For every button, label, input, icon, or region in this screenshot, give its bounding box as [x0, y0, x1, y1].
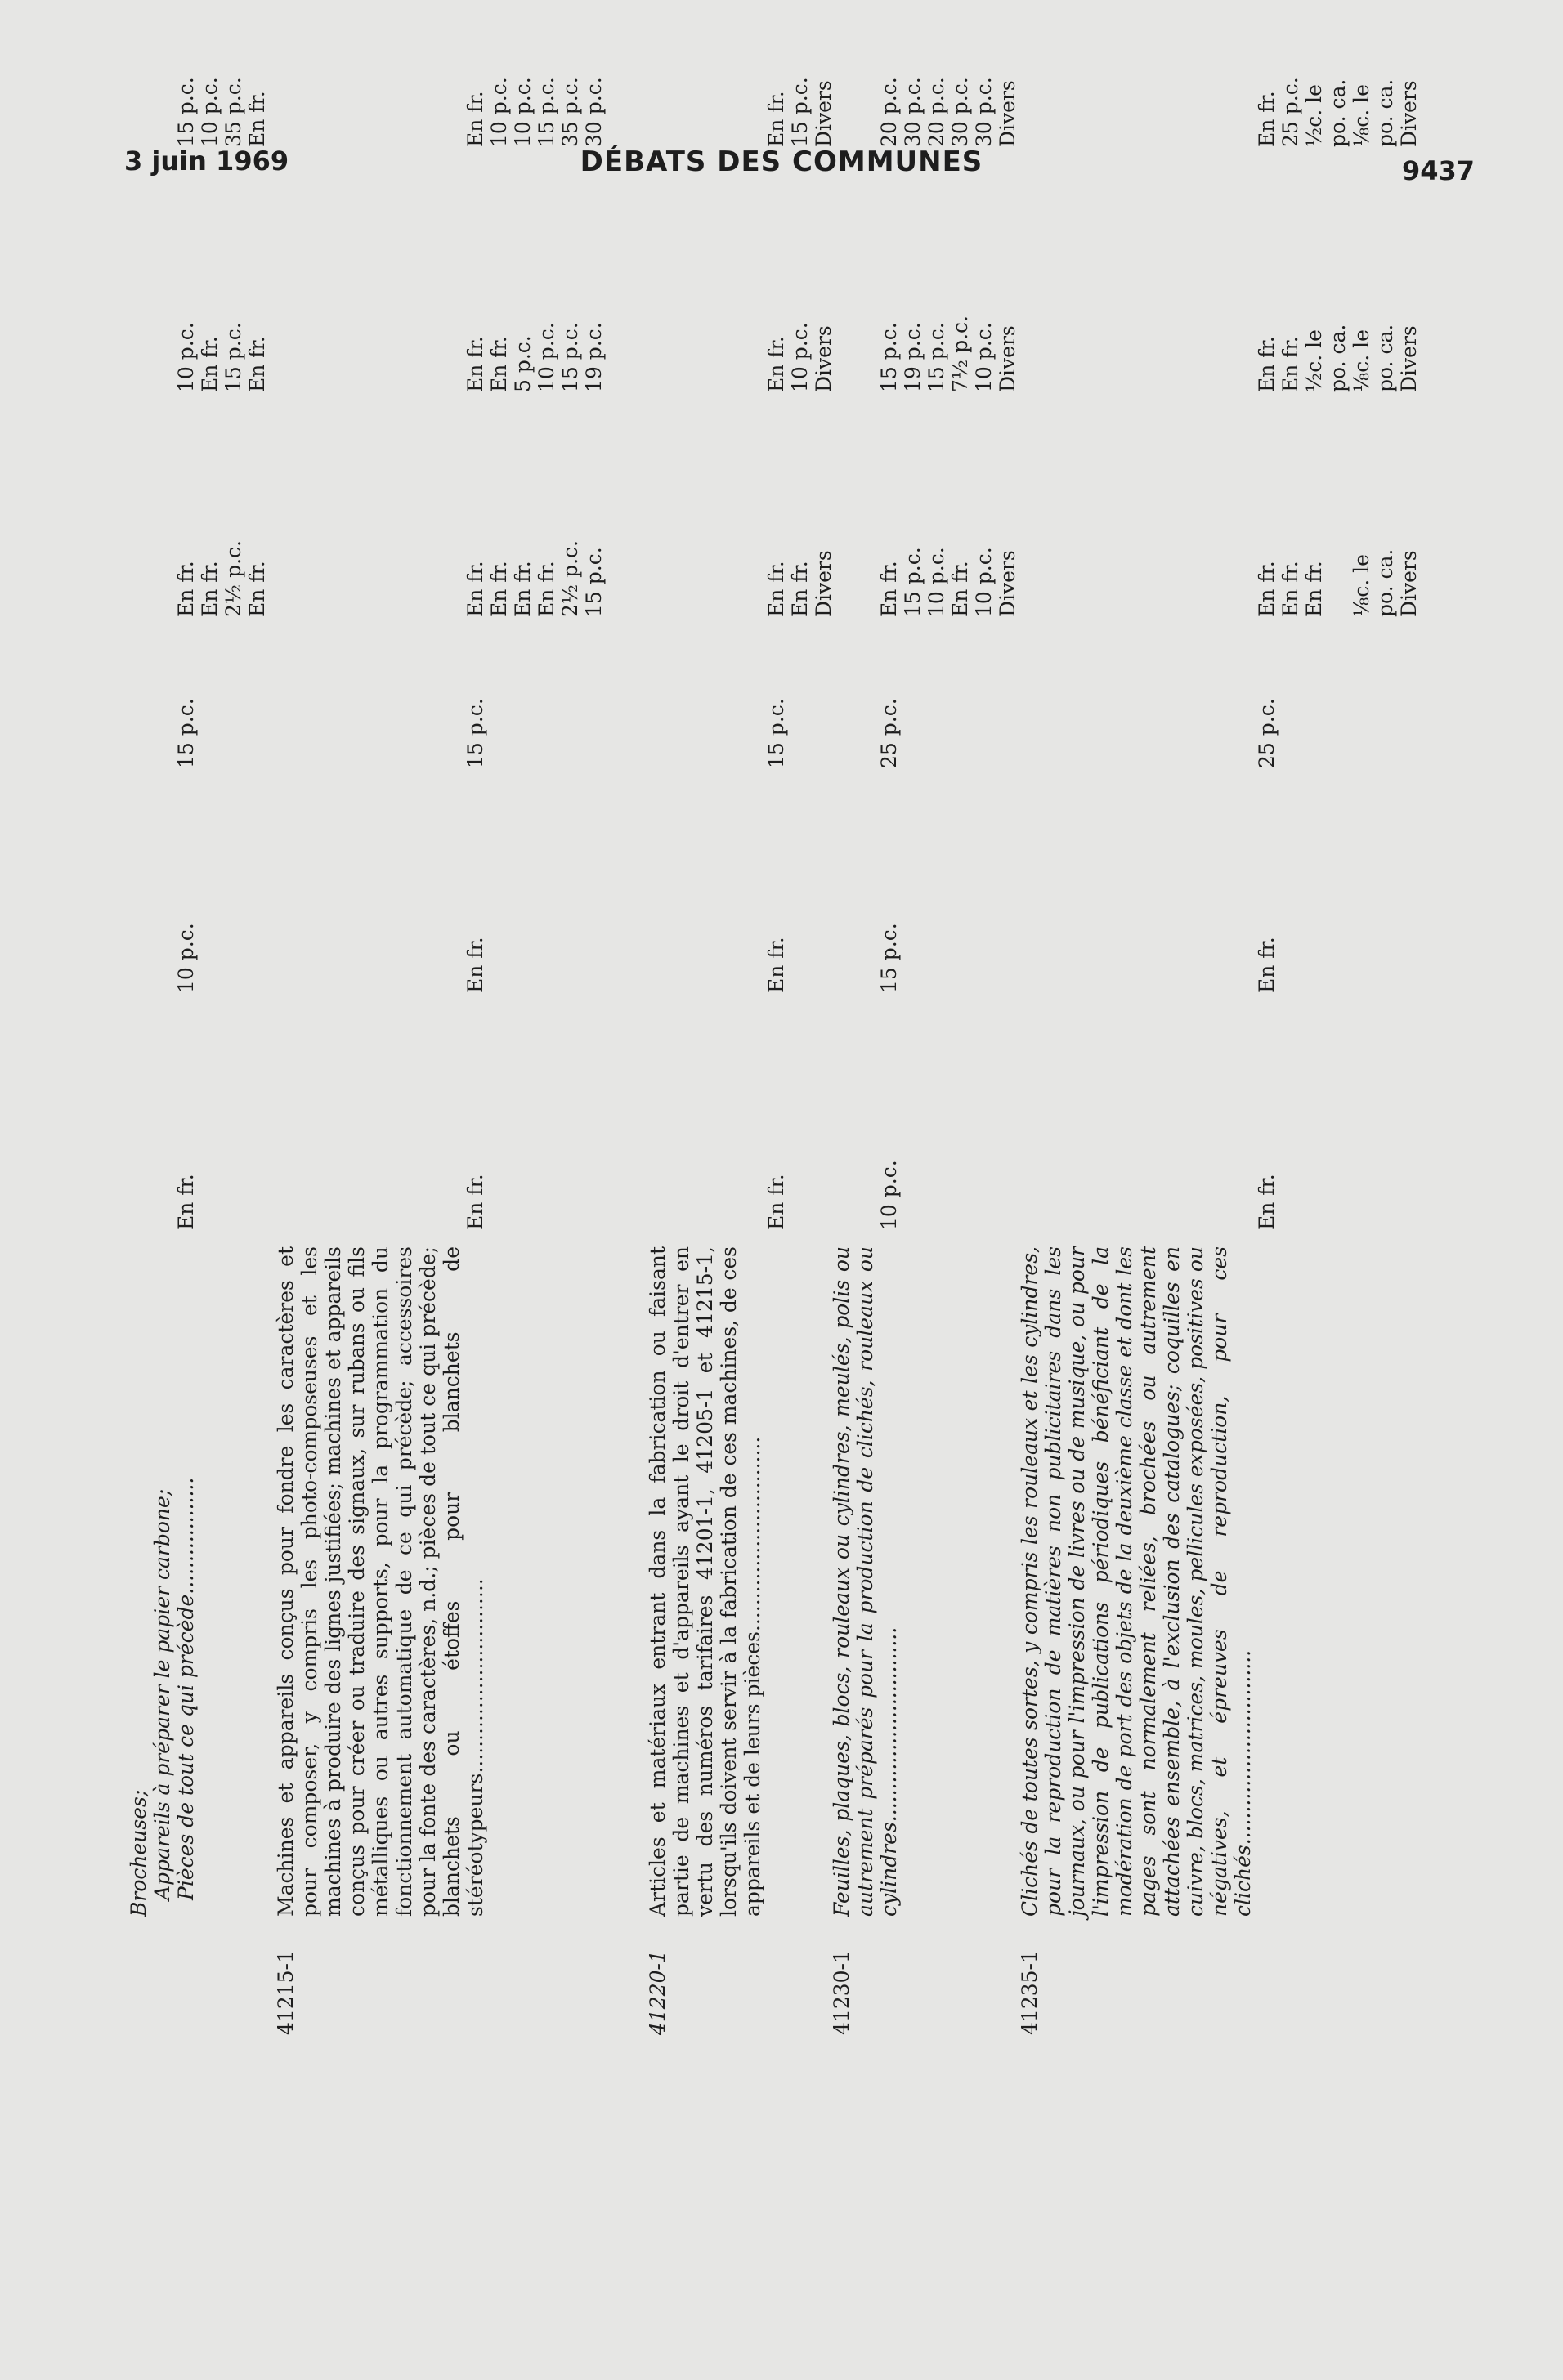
rate: Divers	[1397, 80, 1421, 147]
rate-col-6	[1255, 77, 1421, 147]
rate-col-4	[174, 540, 269, 617]
desc-line: Pièces de tout ce qui précède..................	[174, 1477, 198, 1900]
tariff-table	[127, 33, 1421, 2035]
rate: 15 p.c.	[582, 547, 606, 617]
rate: 15 p.c.	[788, 77, 812, 147]
rate-col-4	[1255, 549, 1421, 617]
rate-col-4	[464, 540, 606, 617]
rate-col-1: 10 p.c.	[877, 1160, 901, 1230]
rate: ½c. le	[1302, 84, 1326, 147]
rate-col-2: 15 p.c.	[877, 923, 901, 993]
rate-col-5	[877, 315, 1019, 392]
rate: 10 p.c.	[511, 77, 535, 147]
rate: po. ca.	[1326, 78, 1350, 147]
rate: 25 p.c.	[1279, 77, 1302, 147]
rate	[1326, 549, 1350, 617]
rate: En fr.	[764, 91, 788, 147]
rate-col-6	[464, 77, 606, 147]
rate: 2½ p.c.	[222, 540, 245, 617]
item-description: Feuilles, plaques, blocs, rouleaux ou cylindres, meulés, polis ou autrement préparés pour la production de clichés, rouleaux ou cylindres..............................	[830, 1246, 901, 1917]
page-date: 3 juin 1969	[124, 145, 289, 177]
page-number: 9437	[1401, 155, 1475, 186]
rate: 2½ p.c.	[558, 540, 582, 617]
item-description	[127, 1246, 198, 1917]
rate: ⅛c. le	[1350, 84, 1373, 147]
rate: En fr.	[1302, 561, 1326, 617]
rate: En fr.	[511, 561, 535, 617]
rate-col-2: 10 p.c.	[174, 923, 198, 993]
rate: En fr.	[245, 561, 269, 617]
rate: 15 p.c.	[558, 322, 582, 392]
rate-col-1: En fr.	[1255, 1174, 1279, 1230]
rate-col-1: En fr.	[764, 1174, 788, 1230]
rate-col-3: 15 p.c.	[464, 698, 487, 768]
rate: 10 p.c.	[972, 547, 996, 617]
rate: Divers	[1397, 550, 1421, 617]
rate: 10 p.c.	[788, 322, 812, 392]
rate: 35 p.c.	[558, 77, 582, 147]
rate: 5 p.c.	[511, 335, 535, 392]
rate: Divers	[812, 325, 835, 392]
rate: po. ca.	[1373, 548, 1397, 617]
rate: En fr.	[245, 336, 269, 392]
rate-col-2: En fr.	[464, 937, 487, 993]
rate-col-5	[174, 322, 269, 392]
rate: po. ca.	[1326, 324, 1350, 392]
rate-col-1: En fr.	[174, 1174, 198, 1230]
rate: 15 p.c.	[535, 77, 558, 147]
rate-col-6	[174, 77, 269, 147]
rate-col-3: 15 p.c.	[764, 698, 788, 768]
rate: ½c. le	[1302, 329, 1326, 392]
rate: 15 p.c.	[174, 77, 198, 147]
page-title: DÉBATS DES COMMUNES	[580, 145, 983, 178]
rate: En fr.	[198, 561, 222, 617]
rate: 7½ p.c.	[948, 315, 972, 392]
rate: En fr.	[764, 561, 788, 617]
desc-line: Brocheuses;	[127, 1789, 150, 1917]
rate: 15 p.c.	[901, 547, 925, 617]
rate: Divers	[1397, 325, 1421, 392]
rate: Divers	[996, 550, 1019, 617]
rate: 10 p.c.	[198, 77, 222, 147]
rate: 10 p.c.	[925, 547, 948, 617]
tariff-code: 41230-1	[830, 1950, 853, 2035]
rate: En fr.	[487, 336, 511, 392]
rate-col-5	[1255, 324, 1421, 392]
rate: 10 p.c.	[487, 77, 511, 147]
rate: En fr.	[1279, 336, 1302, 392]
rate: Divers	[812, 550, 835, 617]
rate: En fr.	[1255, 91, 1279, 147]
rate: ⅛c. le	[1350, 329, 1373, 392]
rate-col-2: En fr.	[1255, 937, 1279, 993]
rate: En fr.	[487, 561, 511, 617]
rate: 30 p.c.	[948, 77, 972, 147]
rate-col-3: 25 p.c.	[877, 698, 901, 768]
desc-line: Appareils à préparer le papier carbone;	[150, 1488, 174, 1900]
rate: 20 p.c.	[925, 77, 948, 147]
rate: En fr.	[174, 561, 198, 617]
item-description: Articles et matériaux entrant dans la fabrication ou faisant partie de machines et d'appareils ayant le droit d'entrer en vertu des numéros tarifaires 41201-1, 41205-1 et 41215-1, lorsqu'ils doivent servir à la fabrication de ces machines, de ces appareils et de leurs pièces..............................	[646, 1246, 764, 1917]
rate-col-2: En fr.	[764, 937, 788, 993]
rate: En fr.	[948, 561, 972, 617]
tariff-code: 41215-1	[274, 1950, 298, 2035]
rate: 10 p.c.	[972, 322, 996, 392]
rate-col-3: 15 p.c.	[174, 698, 198, 768]
rate: ⅛c. le	[1350, 554, 1373, 617]
rate: po. ca.	[1373, 324, 1397, 392]
rate: 30 p.c.	[901, 77, 925, 147]
rate: En fr.	[1279, 561, 1302, 617]
rate: 19 p.c.	[582, 322, 606, 392]
rate: En fr.	[877, 561, 901, 617]
rate: Divers	[812, 80, 835, 147]
rate: En fr.	[1255, 561, 1279, 617]
rate: En fr.	[245, 91, 269, 147]
rate: En fr.	[464, 91, 487, 147]
rate: 15 p.c.	[877, 322, 901, 392]
rate-col-5	[464, 322, 606, 392]
rate-col-6	[764, 77, 835, 147]
rate-col-1: En fr.	[464, 1174, 487, 1230]
rate: 30 p.c.	[582, 77, 606, 147]
rate: 10 p.c.	[174, 322, 198, 392]
item-description: Machines et appareils conçus pour fondre les caractères et pour composer, y compris les photo-composeuses et les machines à produire des lignes justifiées; machines et appareils conçus pour créer ou traduire des signaux, sur rubans ou fils métalliques ou autres supports, pour la programmation du fonctionnement automatique de ce qui précède; accessoires pour la fonte des caractères, n.d.; pièces de tout ce qui précède; blanchets ou étoffes pour blanchets de stéréotypeurs..............................	[274, 1246, 487, 1917]
rate: En fr.	[464, 561, 487, 617]
rate: 15 p.c.	[925, 322, 948, 392]
rate: En fr.	[788, 561, 812, 617]
rate-col-3: 25 p.c.	[1255, 698, 1279, 768]
rate: Divers	[996, 80, 1019, 147]
rate-col-6	[877, 77, 1019, 147]
rate: En fr.	[198, 336, 222, 392]
rate: En fr.	[764, 336, 788, 392]
item-description: Clichés de toutes sortes, y compris les rouleaux et les cylindres, pour la reproduction de matières non publicitaires dans les journaux, ou pour l'impression de livres ou de musique, ou pour l'impression de publications périodiques bénéficiant de la modération de port des objets de la deuxième classe et dont les pages sont normalement reliées, brochées ou autrement attachées ensemble, à l'exclusion des catalogues; coquilles en cuivre, blocs, matrices, moules, pellicules exposées, positives ou négatives, et épreuves de reproduction, pour ces clichés..............................	[1018, 1246, 1255, 1917]
tariff-code: 41220-1	[646, 1950, 670, 2035]
tariff-code: 41235-1	[1018, 1950, 1041, 2035]
rate-col-5	[764, 322, 835, 392]
rate-col-4	[764, 550, 835, 617]
rate-col-4	[877, 547, 1019, 617]
rate: 19 p.c.	[901, 322, 925, 392]
rate: 10 p.c.	[535, 322, 558, 392]
rate: 15 p.c.	[222, 322, 245, 392]
rate: po. ca.	[1373, 78, 1397, 147]
rate: 35 p.c.	[222, 77, 245, 147]
rate: En fr.	[464, 336, 487, 392]
rate: En fr.	[535, 561, 558, 617]
rate: 20 p.c.	[877, 77, 901, 147]
rate: En fr.	[1255, 336, 1279, 392]
rate: 30 p.c.	[972, 77, 996, 147]
rate: Divers	[996, 325, 1019, 392]
